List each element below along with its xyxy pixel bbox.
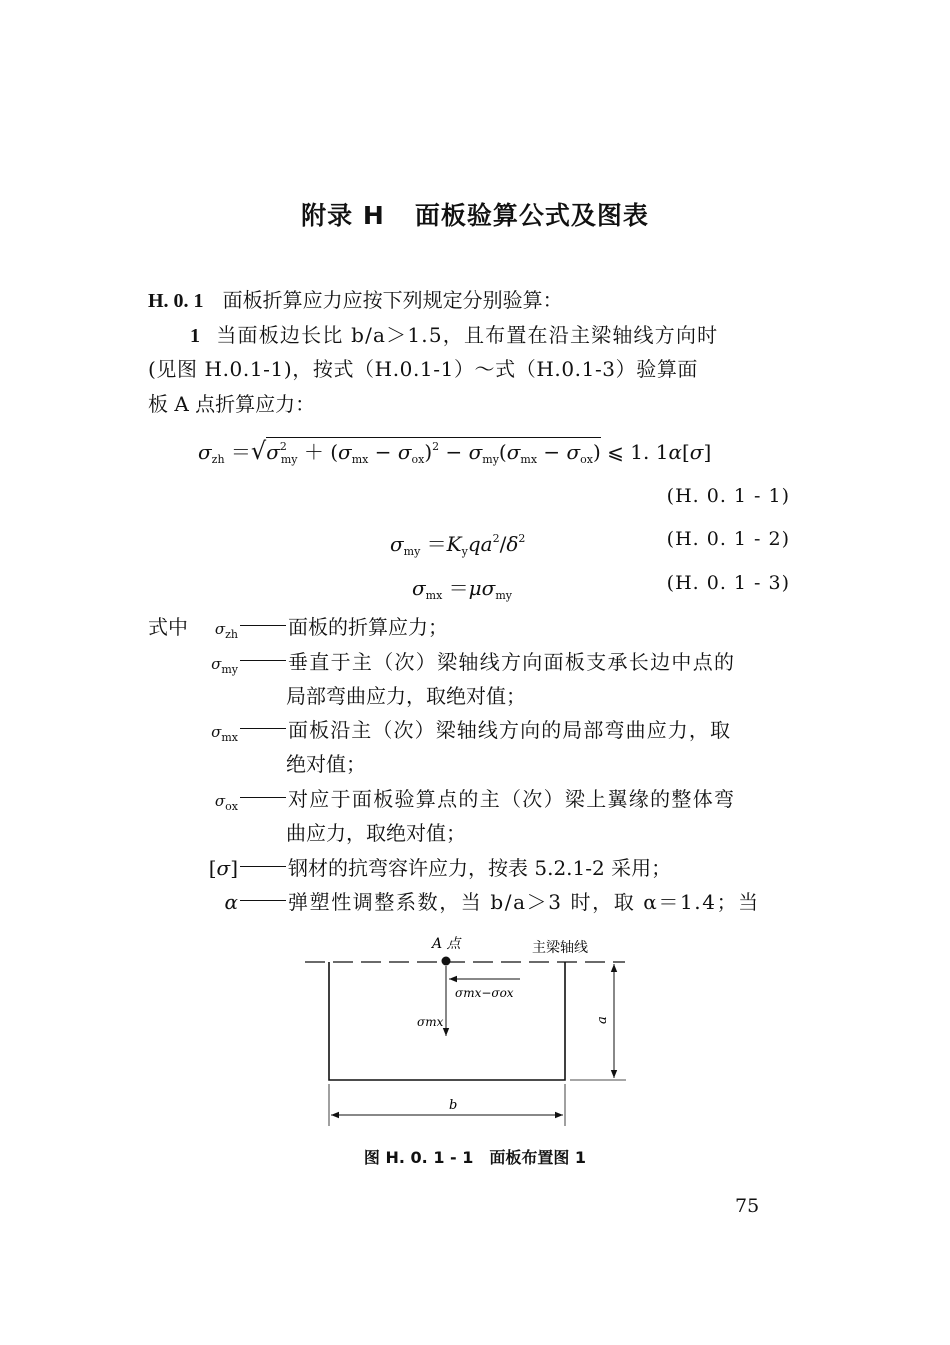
dim-a-label: a (595, 1016, 610, 1024)
formula-number-1: (H. 0. 1 - 1) (666, 485, 790, 507)
page-number: 75 (735, 1195, 760, 1217)
appendix-title: 面板验算公式及图表 (414, 201, 649, 230)
formula-number-2: (H. 0. 1 - 2) (666, 528, 790, 550)
arrow-v-label: σmx (417, 1015, 444, 1029)
figure-caption: 图 H. 0. 1 - 1 面板布置图 1 (363, 1148, 587, 1167)
item-1-line-2: (见图 H.0.1-1)，按式（H.0.1-1）～式（H.0.1-3）验算面 (148, 357, 699, 381)
definition-sigma-my: $\sigma_{my}$ 垂直于主（次）梁轴线方向面板支承长边中点的 (211, 650, 736, 676)
definition-sigma-ox: $\sigma_{ox}$ 对应于面板验算点的主（次）梁上翼缘的整体弯 (214, 787, 736, 813)
definition-sigma-my-cont: 局部弯曲应力，取绝对值； (286, 684, 526, 708)
definition-allowable-stress: [σ] 钢材的抗弯容许应力，按表 5.2.1-2 采用； (208, 856, 672, 880)
section-text: 面板折算应力应按下列规定分别验算： (222, 288, 563, 312)
definition-sigma-mx-cont: 绝对值； (286, 752, 366, 776)
main-beam-axis-label: 主梁轴线 (532, 940, 588, 956)
formula-h0-1-2: $\sigma_{my} =K_yqa^2/\delta^2$ (390, 532, 526, 558)
definition-sigma-zh: $\sigma_{zh}$ 面板的折算应力； (214, 615, 448, 641)
section-number: H. 0. 1 (148, 290, 204, 312)
formula-h0-1-1: $\sigma_{zh} =√\sigma^2_{my} + (\sigma_{mx} - \sigma_{ox})^2 - \sigma_{my}(\sigma_{mx} - \sigma_{ox})$ ⩽ 1. 1α[σ] (198, 437, 712, 466)
point-a-dot (442, 957, 451, 966)
formula-h0-1-3: $\sigma_{mx} =\mu\sigma_{my}$ (412, 576, 512, 602)
formula-number-3: (H. 0. 1 - 3) (666, 572, 790, 594)
definition-sigma-ox-cont: 曲应力，取绝对值； (286, 821, 466, 845)
item-1-line-1: 1 当面板边长比 b/a＞1.5，且布置在沿主梁轴线方向时 (190, 323, 719, 347)
dim-b-label: b (449, 1098, 458, 1113)
item-1-line-3: 板 A 点折算应力： (148, 392, 316, 416)
appendix-label: 附录 H (301, 201, 385, 230)
definition-sigma-mx: $\sigma_{mx}$ 面板沿主（次）梁轴线方向的局部弯曲应力，取 (211, 718, 732, 744)
panel-outline (329, 962, 565, 1080)
where-label: 式中 (148, 615, 188, 639)
definition-alpha: α 弹塑性调整系数，当 b/a＞3 时，取 α＝1.4；当 (224, 890, 760, 914)
arrow-h-label: σmx−σox (455, 986, 514, 1000)
item-number: 1 (190, 325, 202, 347)
point-a-label: A 点 (432, 936, 461, 952)
